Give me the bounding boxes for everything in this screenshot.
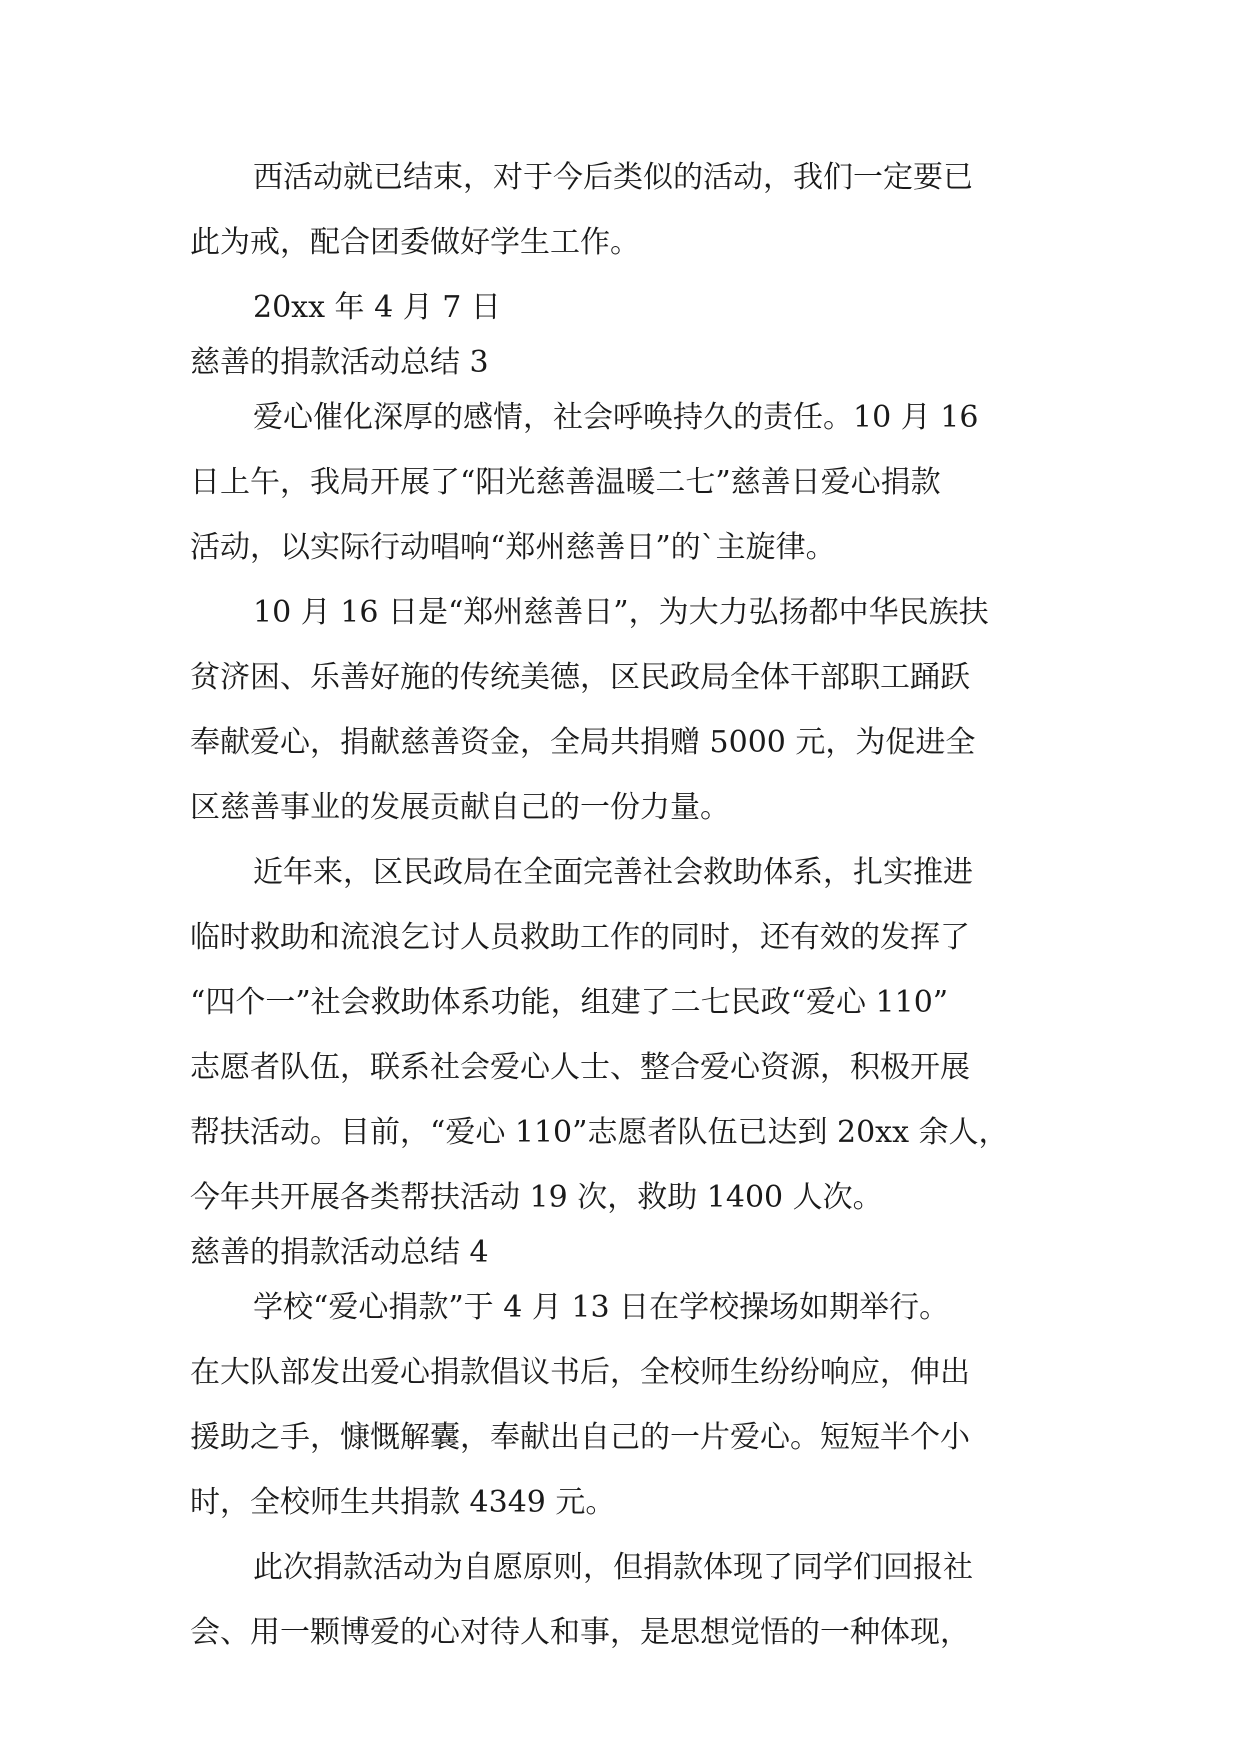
paragraph-line: 近年来，区民政局在全面完善社会救助体系，扎实推进 <box>253 855 973 890</box>
paragraph-line: 帮扶活动。目前，“爱心 110”志愿者队伍已达到 20xx 余人， <box>190 1115 1009 1150</box>
paragraph-line: 区慈善事业的发展贡献自己的一份力量。 <box>190 790 730 825</box>
paragraph-line: 日上午，我局开展了“阳光慈善温暖二七”慈善日爱心捐款 <box>190 465 941 500</box>
date-line: 20xx 年 4 月 7 日 <box>253 290 501 325</box>
paragraph-line: 活动，以实际行动唱响“郑州慈善日”的`主旋律。 <box>190 530 836 565</box>
paragraph-line: 在大队部发出爱心捐款倡议书后，全校师生纷纷响应，伸出 <box>190 1355 970 1390</box>
paragraph-line: 时，全校师生共捐款 4349 元。 <box>190 1485 616 1520</box>
paragraph-line: 临时救助和流浪乞讨人员救助工作的同时，还有效的发挥了 <box>190 920 970 955</box>
paragraph-line: 援助之手，慷慨解囊，奉献出自己的一片爱心。短短半个小 <box>190 1420 970 1455</box>
paragraph-line: 此次捐款活动为自愿原则，但捐款体现了同学们回报社 <box>253 1550 973 1585</box>
section-heading: 慈善的捐款活动总结 3 <box>190 345 489 380</box>
paragraph-line: 10 月 16 日是“郑州慈善日”，为大力弘扬都中华民族扶 <box>253 595 989 630</box>
paragraph-line: 奉献爱心，捐献慈善资金，全局共捐赠 5000 元，为促进全 <box>190 725 976 760</box>
paragraph-line: 西活动就已结束，对于今后类似的活动，我们一定要已 <box>253 160 973 195</box>
paragraph-line: 爱心催化深厚的感情，社会呼唤持久的责任。10 月 16 <box>253 400 979 435</box>
paragraph-line: 志愿者队伍，联系社会爱心人士、整合爱心资源，积极开展 <box>190 1050 970 1085</box>
paragraph-line: 贫济困、乐善好施的传统美德，区民政局全体干部职工踊跃 <box>190 660 970 695</box>
paragraph-line: 今年共开展各类帮扶活动 19 次，救助 1400 人次。 <box>190 1180 883 1215</box>
section-heading: 慈善的捐款活动总结 4 <box>190 1235 489 1270</box>
paragraph-line: 此为戒，配合团委做好学生工作。 <box>190 225 640 260</box>
paragraph-line: 学校“爱心捐款”于 4 月 13 日在学校操场如期举行。 <box>253 1290 950 1325</box>
paragraph-line: 会、用一颗博爱的心对待人和事，是思想觉悟的一种体现， <box>190 1615 970 1650</box>
paragraph-line: “四个一”社会救助体系功能，组建了二七民政“爱心 110” <box>190 985 949 1020</box>
